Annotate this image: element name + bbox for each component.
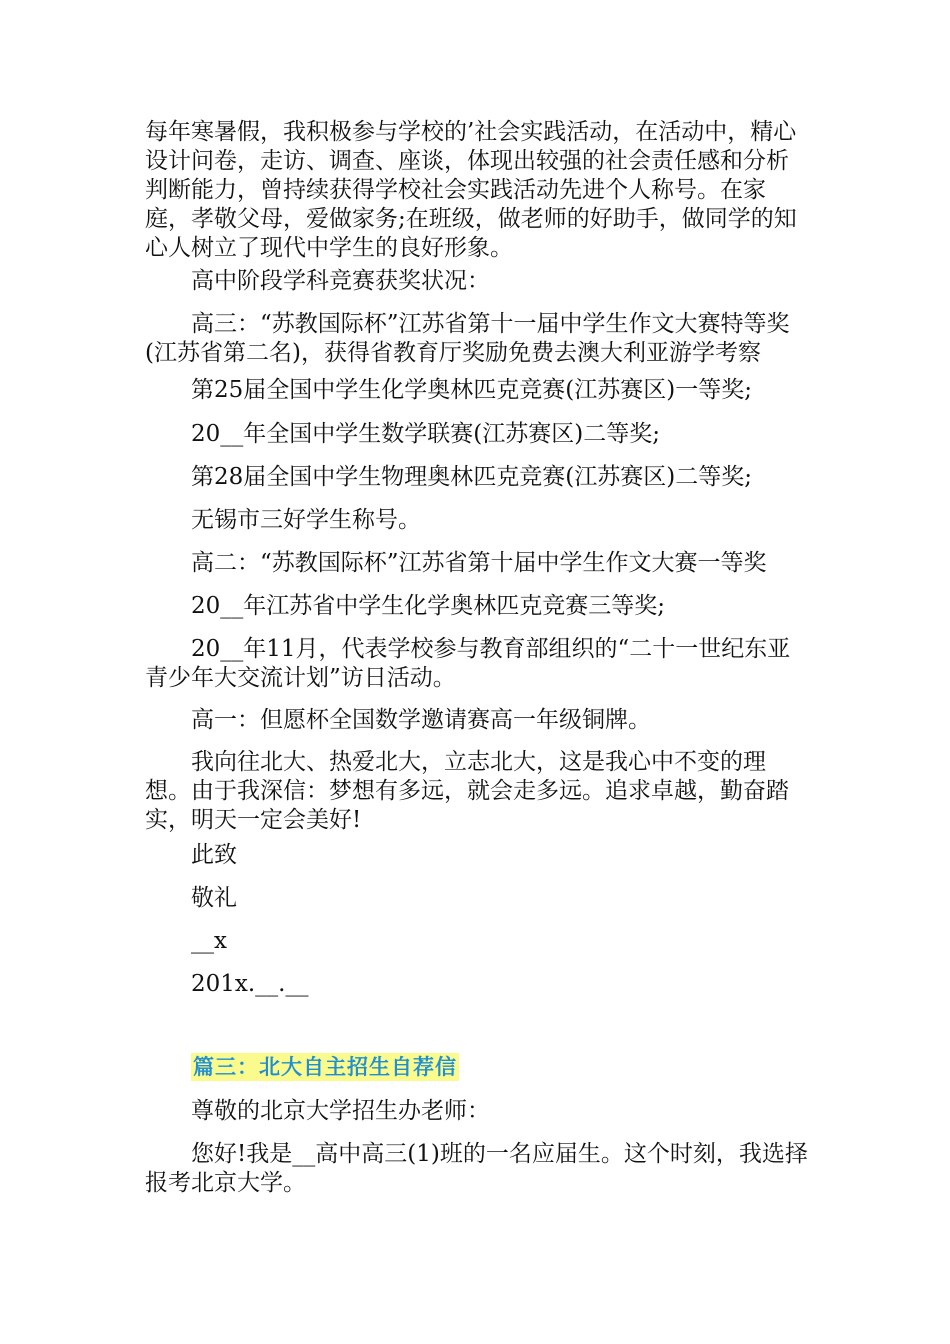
paragraph-awards-intro: 高中阶段学科竞赛获奖状况：	[191, 268, 490, 294]
closing-regards: 敬礼	[191, 885, 237, 911]
signature-date: 201x.__.__	[191, 971, 309, 997]
paragraph-award-math-league: 20__年全国中学生数学联赛(江苏赛区)二等奖;	[191, 421, 660, 447]
closing-salutation: 此致	[191, 842, 237, 868]
paragraph-award-physics-olympiad: 第28届全国中学生物理奥林匹克竞赛(江苏赛区)二等奖;	[191, 464, 752, 490]
paragraph-aspiration: 我向往北大、热爱北大，立志北大，这是我心中不变的理想。由于我深信：梦想有多远，就会走多远。追求卓越，勤奋踏实，明天一定会美好!	[145, 749, 789, 833]
paragraph-award-chemistry-olympiad: 第25届全国中学生化学奥林匹克竞赛(江苏赛区)一等奖;	[191, 377, 752, 403]
letter-intro: 您好!我是__高中高三(1)班的一名应届生。这个时刻，我选择报考北京大学。	[145, 1141, 808, 1196]
paragraph-award-merit-student: 无锡市三好学生称号。	[191, 507, 421, 533]
paragraph-japan-visit: 20__年11月，代表学校参与教育部组织的“二十一世纪东亚青少年大交流计划”访日活动。	[145, 636, 791, 691]
paragraph-award-chemistry-contest: 20__年江苏省中学生化学奥林匹克竞赛三等奖;	[191, 593, 666, 619]
paragraph-award-senior3-essay: 高三：“苏教国际杯”江苏省第十一届中学生作文大赛特等奖(江苏省第二名)，获得省教育厅奖励免费去澳大利亚游学考察	[145, 311, 790, 366]
paragraph-award-senior1-math: 高一：但愿杯全国数学邀请赛高一年级铜牌。	[191, 707, 651, 733]
paragraph-award-senior2-essay: 高二：“苏教国际杯”江苏省第十届中学生作文大赛一等奖	[191, 550, 767, 576]
paragraph-social-practice: 每年寒暑假，我积极参与学校的’社会实践活动，在活动中，精心设计问卷，走访、调查、座谈，体现出较强的社会责任感和分析判断能力，曾持续获得学校社会实践活动先进个人称号。在家庭，孝敬父母，爱做家务;在班级，做老师的好助手，做同学的知心人树立了现代中学生的良好形象。	[145, 119, 797, 261]
section-heading: 篇三：北大自主招生自荐信	[193, 1055, 457, 1079]
signature-name: __x	[191, 928, 227, 954]
letter-greeting: 尊敬的北京大学招生办老师：	[191, 1098, 490, 1124]
